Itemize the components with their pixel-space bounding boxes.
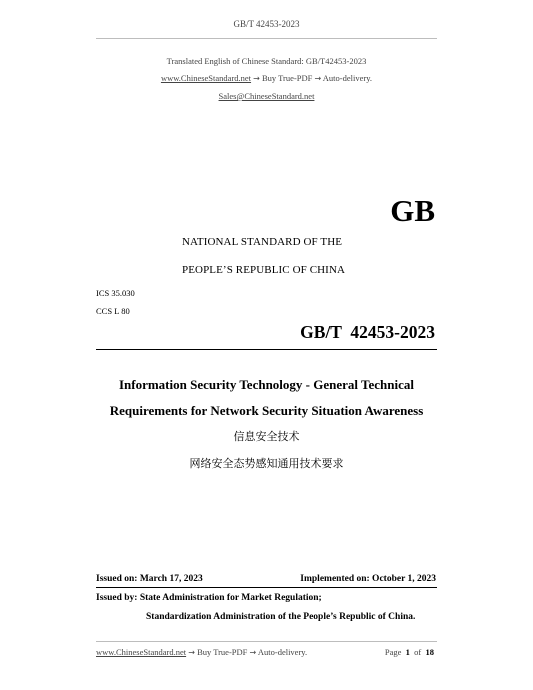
buy-text: Buy True-PDF: [262, 73, 313, 83]
issued-by-line1: Issued by: State Administration for Market Regulation;: [96, 593, 322, 603]
issued-by-line2: Standardization Administration of the People’s Republic of China.: [146, 612, 416, 622]
implemented-on: Implemented on: October 1, 2023: [300, 574, 436, 584]
footer-buy-text: Buy True-PDF: [197, 647, 248, 657]
national-standard-line2: PEOPLE’S REPUBLIC OF CHINA: [182, 264, 346, 276]
page-label: Page: [384, 647, 402, 657]
title-en-line1: Information Security Technology - General Technical: [118, 377, 415, 392]
page-total: 18: [425, 647, 434, 657]
arrow-right-icon: →: [249, 648, 257, 657]
page-current: 1: [405, 647, 410, 657]
header-divider: [96, 38, 437, 39]
standard-number-divider: [96, 349, 437, 350]
page-indicator: [385, 647, 434, 657]
running-header: GB/T 42453-2023: [233, 19, 300, 29]
arrow-right-icon: →: [253, 74, 260, 83]
dates-divider: [96, 587, 437, 588]
gb-mark: GB: [390, 193, 435, 228]
ics-code: ICS 35.030: [96, 288, 135, 298]
footer-auto-delivery-text: Auto-delivery.: [257, 647, 308, 657]
auto-delivery-text: Auto-delivery.: [322, 73, 373, 83]
title-cn-line1: 信息安全技术: [233, 430, 300, 443]
site-link[interactable]: www.ChineseStandard.net: [160, 73, 252, 83]
footer-purchase-line: [96, 647, 307, 657]
issued-on: Issued on: March 17, 2023: [96, 574, 203, 584]
footer-divider: [96, 641, 437, 642]
national-standard-line1: NATIONAL STANDARD OF THE: [182, 236, 343, 248]
translation-notice: Translated English of Chinese Standard: GB/T42453-2023: [166, 56, 367, 66]
email-line: [0, 91, 533, 101]
arrow-right-icon: →: [314, 74, 322, 83]
arrow-right-icon: →: [188, 648, 195, 657]
page-of: of: [414, 647, 422, 657]
standard-number: GB/T 42453-2023: [300, 322, 435, 342]
purchase-line: [0, 73, 533, 83]
email-link[interactable]: Sales@ChineseStandard.net: [218, 91, 315, 101]
footer-site-link[interactable]: www.ChineseStandard.net: [96, 647, 187, 657]
title-cn-line2: 网络安全态势感知通用技术要求: [189, 457, 344, 470]
title-en-line2: Requirements for Network Security Situation Awareness: [109, 403, 424, 418]
ccs-code: CCS L 80: [96, 306, 130, 316]
